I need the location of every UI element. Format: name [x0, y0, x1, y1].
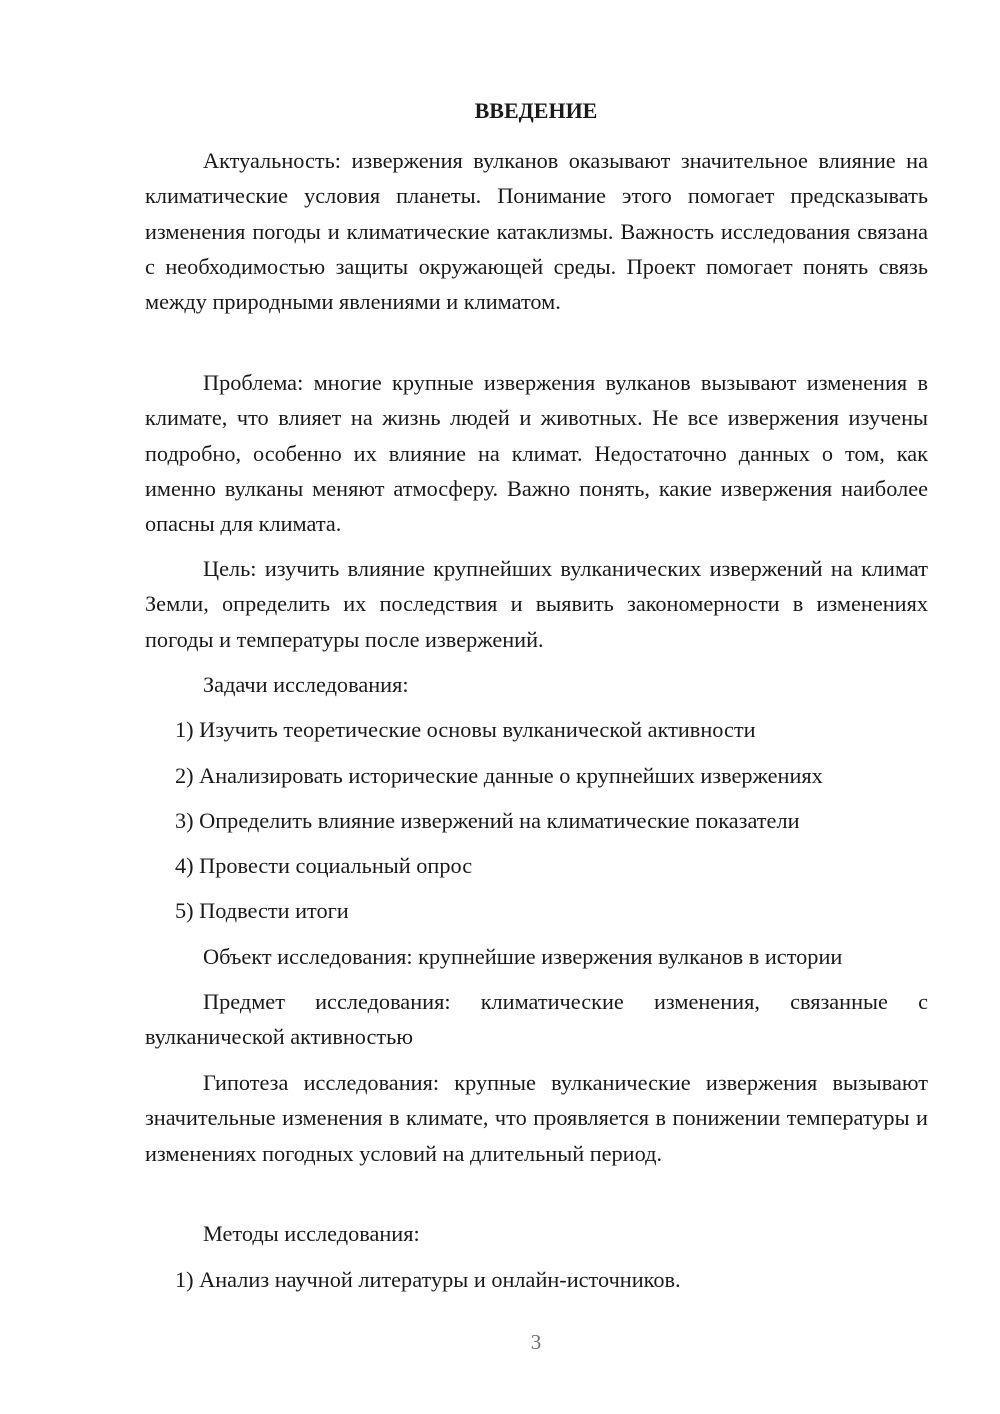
problem-paragraph: Проблема: многие крупные извержения вулканов вызывают изменения в климате, что влияет на жизнь людей и животных. Не все извержения изучены подробно, особенно их влияние на климат. Недостаточно данных о том, как именно вулканы меняют атмосферу. Важно понять, какие извержения наиболее опасны для климата. — [145, 370, 928, 537]
method-item: 1) Анализ научной литературы и онлайн-источников. — [175, 1267, 681, 1292]
task-item: 4) Провести социальный опрос — [175, 853, 473, 878]
methods-title: Методы исследования: — [203, 1221, 420, 1246]
page-title: ВВЕДЕНИЕ — [474, 98, 598, 123]
tasks-title: Задачи исследования: — [203, 672, 409, 697]
task-item: 1) Изучить теоретические основы вулканической активности — [175, 717, 756, 742]
task-item: 3) Определить влияние извержений на климатические показатели — [175, 808, 800, 833]
hypothesis-paragraph: Гипотеза исследования: крупные вулканические извержения вызывают значительные изменения в климате, что проявляется в понижении температуры и изменениях погодных условий на длительный период. — [145, 1070, 928, 1166]
task-item: 2) Анализировать исторические данные о крупнейших извержениях — [175, 763, 823, 788]
page-number: 3 — [530, 1330, 542, 1354]
relevance-paragraph: Актуальность: извержения вулканов оказывают значительное влияние на климатические условия планеты. Понимание этого помогает предсказывать изменения погоды и климатические катаклизмы. Важность исследования связана с необходимостью защиты окружающей среды. Проект помогает понять связь между природными явлениями и климатом. — [145, 148, 928, 315]
subject-paragraph: Предмет исследования: климатические изменения, связанные с вулканической активностью — [145, 989, 928, 1050]
task-item: 5) Подвести итоги — [175, 898, 349, 923]
goal-paragraph: Цель: изучить влияние крупнейших вулканических извержений на климат Земли, определить их последствия и выявить закономерности в изменениях погоды и температуры после извержений. — [145, 556, 928, 652]
object-line: Объект исследования: крупнейшие извержения вулканов в истории — [203, 944, 843, 969]
